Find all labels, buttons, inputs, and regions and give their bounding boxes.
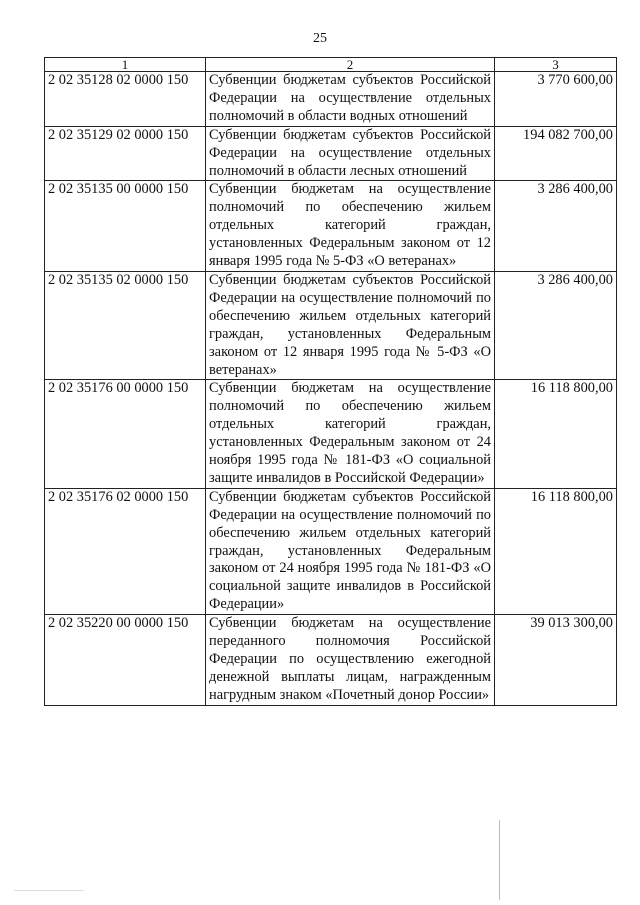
row-code: 2 02 35135 02 0000 150 bbox=[45, 271, 206, 379]
row-amount: 3 286 400,00 bbox=[495, 271, 617, 379]
table-row bbox=[45, 271, 617, 379]
row-amount: 39 013 300,00 bbox=[495, 615, 617, 706]
row-code: 2 02 35128 02 0000 150 bbox=[45, 72, 206, 127]
row-description: Субвенции бюджетам на осуществление полномочий по обеспечению жильем отдельных категорий граждан, установленных Федеральным законом от 12 января 1995 года № 5-ФЗ «О ветеранах» bbox=[206, 181, 495, 272]
row-description: Субвенции бюджетам на осуществление полномочий по обеспечению жильем отдельных категорий граждан, установленных Федеральным законом от 24 ноября 1995 года № 181-ФЗ «О социальной защите инвалидов в Российской Федерации» bbox=[206, 380, 495, 488]
row-description: Субвенции бюджетам субъектов Российской Федерации на осуществление отдельных полномочий в области лесных отношений bbox=[206, 126, 495, 181]
row-amount: 194 082 700,00 bbox=[495, 126, 617, 181]
scan-artifact bbox=[499, 820, 500, 900]
table-row bbox=[45, 181, 617, 272]
table-row bbox=[45, 615, 617, 706]
table-header-row bbox=[45, 58, 617, 72]
table-row bbox=[45, 488, 617, 614]
row-amount: 16 118 800,00 bbox=[495, 488, 617, 614]
table-row bbox=[45, 380, 617, 488]
page-number: 25 bbox=[313, 31, 327, 46]
column-header-name: 2 bbox=[206, 58, 495, 72]
row-description: Субвенции бюджетам субъектов Российской Федерации на осуществление полномочий по обеспечению жильем отдельных категорий граждан, установленных Федеральным законом от 12 января 1995 года № 5-ФЗ «О ветеранах» bbox=[206, 271, 495, 379]
row-description: Субвенции бюджетам субъектов Российской Федерации на осуществление отдельных полномочий в области водных отношений bbox=[206, 72, 495, 127]
table-row bbox=[45, 72, 617, 127]
row-description: Субвенции бюджетам на осуществление переданного полномочия Российской Федерации по осуществлению ежегодной денежной выплаты лицам, награжденным нагрудным знаком «Почетный донор России» bbox=[206, 615, 495, 706]
table-row bbox=[45, 126, 617, 181]
row-code: 2 02 35176 02 0000 150 bbox=[45, 488, 206, 614]
row-code: 2 02 35176 00 0000 150 bbox=[45, 380, 206, 488]
revenue-table bbox=[44, 57, 617, 706]
row-code: 2 02 35135 00 0000 150 bbox=[45, 181, 206, 272]
scan-artifact bbox=[14, 890, 84, 891]
row-description: Субвенции бюджетам субъектов Российской Федерации на осуществление полномочий по обеспечению жильем отдельных категорий граждан, установленных Федеральным законом от 24 ноября 1995 года № 181-ФЗ «О социальной защите инвалидов в Российской Федерации» bbox=[206, 488, 495, 614]
row-code: 2 02 35220 00 0000 150 bbox=[45, 615, 206, 706]
column-header-amount: 3 bbox=[495, 58, 617, 72]
column-header-code: 1 bbox=[45, 58, 206, 72]
row-amount: 3 770 600,00 bbox=[495, 72, 617, 127]
row-amount: 3 286 400,00 bbox=[495, 181, 617, 272]
row-code: 2 02 35129 02 0000 150 bbox=[45, 126, 206, 181]
row-amount: 16 118 800,00 bbox=[495, 380, 617, 488]
